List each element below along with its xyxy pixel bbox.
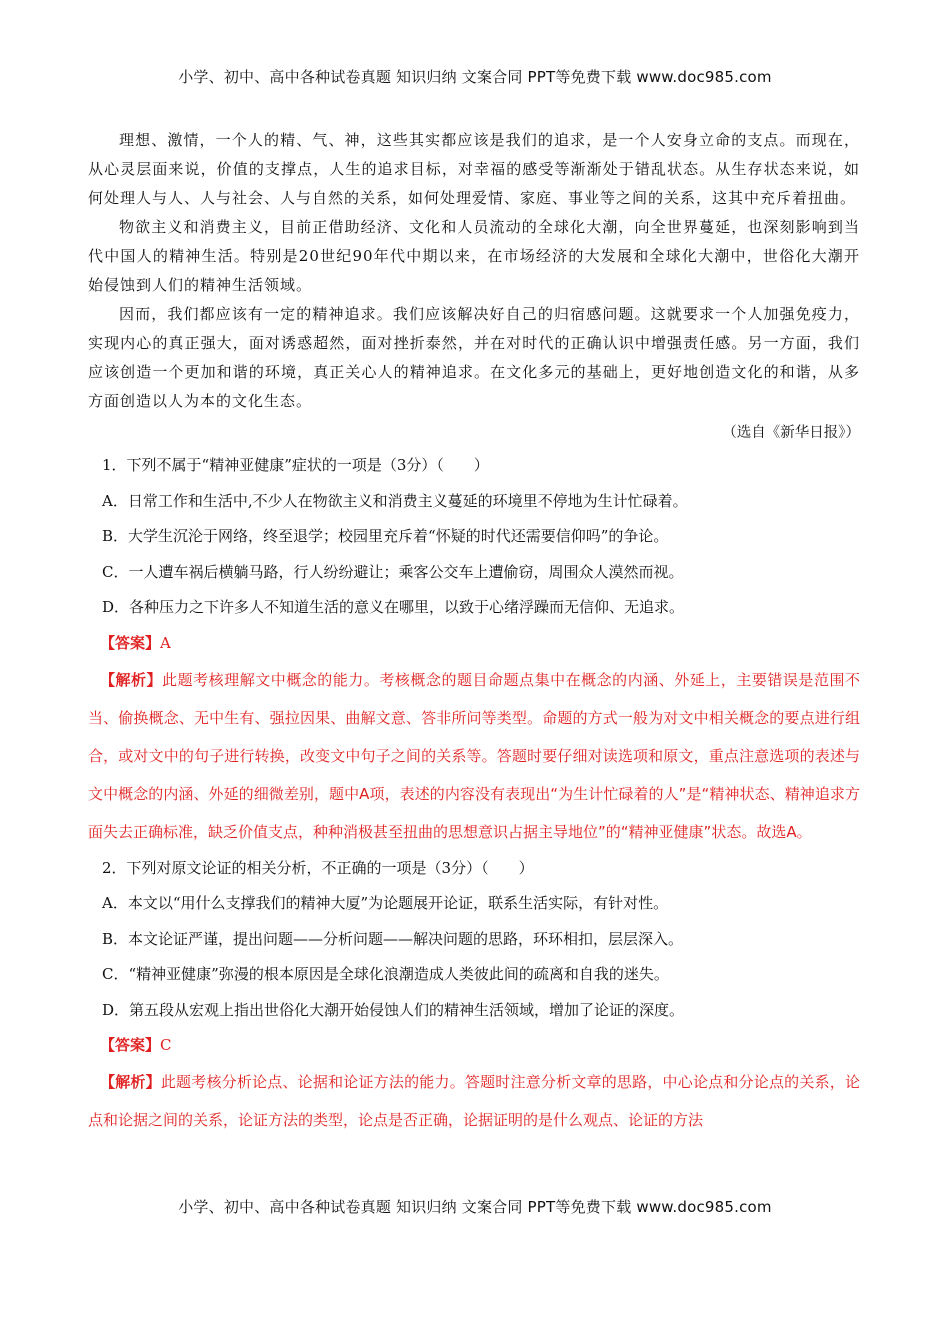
analysis-text: 此题考核分析论点、论据和论证方法的能力。答题时注意分析文章的思路，中心论点和分论点的关系，论点和论据之间的关系，论证方法的类型，论点是否正确，论据证明的是什么观点、论证的方法 [88, 1073, 860, 1129]
answer-value: A [160, 633, 171, 652]
question-2-option-d: D．第五段从宏观上指出世俗化大潮开始侵蚀人们的精神生活领域，增加了论证的深度。 [102, 1000, 685, 1019]
question-1-option-a: A．日常工作和生活中,不少人在物欲主义和消费主义蔓延的环境里不停地为生计忙碌着。 [102, 491, 688, 510]
question-2-answer [88, 1028, 860, 1063]
question-1-option-d: D．各种压力之下许多人不知道生活的意义在哪里，以致于心绪浮躁而无信仰、无追求。 [102, 598, 685, 616]
question-2-stem: 2．下列对原文论证的相关分析，不正确的一项是（3分）（ ） [102, 858, 534, 877]
passage-paragraph: 因而，我们都应该有一定的精神追求。我们应该解决好自己的归宿感问题。这就要求一个人加强免疫力，实现内心的真正强大，面对诱惑超然，面对挫折泰然，并在对时代的正确认识中增强责任感。另一方面，我们应该创造一个更加和谐的环境，真正关心人的精神追求。在文化多元的基础上，更好地创造文化的和谐，从多方面创造以人为本的文化生态。 [88, 305, 860, 410]
passage-paragraph: 物欲主义和消费主义，目前正借助经济、文化和人员流动的全球化大潮，向全世界蔓延，也深刻影响到当代中国人的精神生活。特别是20世纪90年代中期以来，在市场经济的大发展和全球化大潮中，世俗化大潮开始侵蚀到人们的精神生活领域。 [88, 218, 860, 294]
question-2-option-c: C．“精神亚健康”弥漫的根本原因是全球化浪潮造成人类彼此间的疏离和自我的迷失。 [102, 965, 669, 983]
analysis-tag: 【解析】 [100, 1073, 161, 1091]
answer-value: C [160, 1036, 172, 1054]
question-1-answer [88, 626, 860, 661]
question-1-option-b: B．大学生沉沦于网络，终至退学；校园里充斥着“怀疑的时代还需要信仰吗”的争论。 [102, 527, 669, 545]
answer-tag: 【答案】 [100, 633, 161, 652]
analysis-text: 此题考核理解文中概念的能力。考核概念的题目命题点集中在概念的内涵、外延上，主要错误是范围不当、偷换概念、无中生有、强拉因果、曲解文意、答非所问等类型。命题的方式一般为对文中相关概念的要点进行组合，或对文中的句子进行转换，改变文中句子之间的关系等。答题时要仔细对读选项和原文，重点注意选项的表述与文中概念的内涵、外延的细微差别，题中A项，表述的内容没有表现出“为生计忙碌着的人”是“精神状态、精神追求方面失去正确标准，缺乏价值支点，种种消极甚至扭曲的思想意识占据主导地位”的“精神亚健康”状态。故选A。 [88, 670, 860, 841]
question-1-analysis [88, 661, 860, 851]
answer-tag: 【答案】 [100, 1036, 161, 1054]
document-body [88, 126, 860, 1139]
question-1-option-c: C．一人遭车祸后横躺马路，行人纷纷避让；乘客公交车上遭偷窃，周围众人漠然而视。 [102, 562, 684, 581]
question-1-stem: 1．下列不属于“精神亚健康”症状的一项是（3分）（ ） [102, 456, 489, 474]
passage-paragraph: 理想、激情，一个人的精、气、神，这些其实都应该是我们的追求，是一个人安身立命的支点。而现在，从心灵层面来说，价值的支撑点，人生的追求目标，对幸福的感受等渐渐处于错乱状态。从生存状态来说，如何处理人与人、人与社会、人与自然的关系，如何处理爱情、家庭、事业等之间的关系，这其中充斥着扭曲。 [88, 131, 860, 207]
page-footer: 小学、初中、高中各种试卷真题 知识归纳 文案合同 PPT等免费下载 www.doc985.com [178, 1198, 772, 1216]
question-2-option-b: B．本文论证严谨，提出问题——分析问题——解决问题的思路，环环相扣，层层深入。 [102, 929, 684, 948]
analysis-tag: 【解析】 [100, 670, 163, 689]
page-header: 小学、初中、高中各种试卷真题 知识归纳 文案合同 PPT等免费下载 www.doc985.com [178, 68, 772, 86]
passage-source: （选自《新华日报》） [722, 425, 860, 441]
question-2-option-a: A．本文以“用什么支撑我们的精神大厦”为论题展开论证，联系生活实际，有针对性。 [102, 894, 669, 912]
question-2-analysis [88, 1063, 860, 1139]
